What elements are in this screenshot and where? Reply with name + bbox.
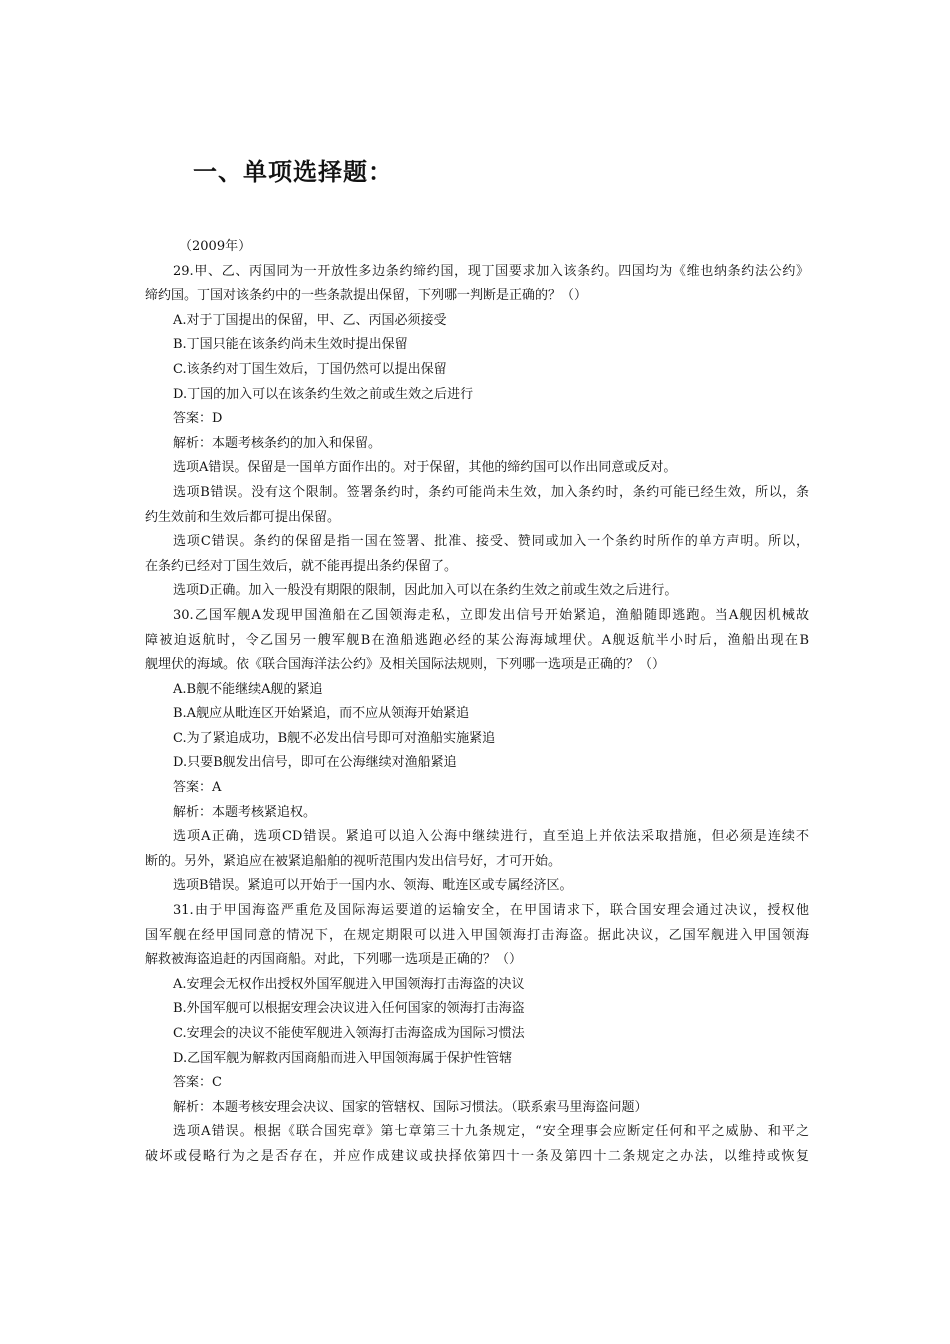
question-30-explanation-a: 选项A正确，选项CD错误。紧追可以追入公海中继续进行，直至追上并依法采取措施，但必须是连续不	[173, 829, 809, 845]
question-31-analysis: 解析：本题考核安理会决议、国家的管辖权、国际习惯法。（联系索马里海盗问题）	[173, 1099, 648, 1115]
question-29-explanation-a: 选项A错误。保留是一国单方面作出的。对于保留，其他的缔约国可以作出同意或反对。	[173, 460, 677, 476]
question-29-explanation-b-cont: 约生效前和生效后都可提出保留。	[145, 509, 341, 525]
question-29-stem-cont: 缔约国。丁国对该条约中的一些条款提出保留，下列哪一判断是正确的？（）	[145, 288, 588, 304]
question-30-option-d: D.只要B舰发出信号，即可在公海继续对渔船紧追	[173, 755, 457, 771]
question-30-stem-cont-1: 障被迫返航时，令乙国另一艘军舰B在渔船逃跑必经的某公海海域埋伏。A舰返航半小时后，渔船出现在B	[145, 632, 809, 648]
question-30-answer: 答案：A	[173, 780, 222, 796]
question-31-explanation-a-cont: 破坏或侵略行为之是否存在，并应作成建议或抉择依第四十一条及第四十二条规定之办法，以维持或恢复	[145, 1148, 809, 1164]
question-29-analysis: 解析：本题考核条约的加入和保留。	[173, 435, 382, 451]
question-29-explanation-c-cont: 在条约已经对丁国生效后，就不能再提出条约保留了。	[145, 558, 458, 574]
question-31-stem-cont-1: 国军舰在经甲国同意的情况下，在规定期限可以进入甲国领海打击海盗。据此决议，乙国军舰进入甲国领海	[145, 927, 809, 943]
question-31-stem-cont-2: 解救被海盗追赶的丙国商船。对此，下列哪一选项是正确的？（）	[145, 952, 523, 968]
question-30-stem-cont-2: 舰埋伏的海域。依《联合国海洋法公约》及相关国际法规则，下列哪一选项是正确的？（）	[145, 657, 666, 673]
question-31-option-d: D.乙国军舰为解救丙国商船而进入甲国领海属于保护性管辖	[173, 1050, 513, 1066]
question-29-option-a: A.对于丁国提出的保留，甲、乙、丙国必须接受	[173, 312, 447, 328]
question-29-option-d: D.丁国的加入可以在该条约生效之前或生效之后进行	[173, 386, 474, 402]
question-31-option-c: C.安理会的决议不能使军舰进入领海打击海盗成为国际习惯法	[173, 1026, 525, 1041]
question-29-answer: 答案：D	[173, 411, 223, 427]
question-29-explanation-c: 选项C错误。条约的保留是指一国在签署、批准、接受、赞同或加入一个条约时所作的单方声明。所以，	[173, 534, 809, 550]
section-title: 一、单项选择题：	[193, 158, 393, 186]
question-29-explanation-b: 选项B错误。没有这个限制。签署条约时，条约可能尚未生效，加入条约时，条约可能已经生效，所以，条	[173, 484, 809, 500]
question-29-option-c: C.该条约对丁国生效后，丁国仍然可以提出保留	[173, 361, 447, 377]
question-29-option-b: B.丁国只能在该条约尚未生效时提出保留	[173, 337, 408, 353]
question-30-explanation-b: 选项B错误。紧追可以开始于一国内水、领海、毗连区或专属经济区。	[173, 878, 573, 894]
question-30-option-b: B.A舰应从毗连区开始紧追，而不应从领海开始紧追	[173, 706, 470, 722]
question-30-option-c: C.为了紧追成功，B舰不必发出信号即可对渔船实施紧追	[173, 730, 496, 746]
question-31-option-a: A.安理会无权作出授权外国军舰进入甲国领海打击海盗的决议	[173, 976, 525, 992]
question-29-explanation-d: 选项D正确。加入一般没有期限的限制，因此加入可以在条约生效之前或生效之后进行。	[173, 583, 678, 599]
document-body	[145, 235, 809, 1170]
question-31-answer: 答案：C	[173, 1075, 222, 1091]
question-30-option-a: A.B舰不能继续A舰的紧追	[173, 681, 323, 697]
question-30-analysis: 解析：本题考核紧追权。	[173, 804, 317, 820]
question-30-explanation-a-cont: 断的。另外，紧追应在被紧追船舶的视听范围内发出信号好，才可开始。	[145, 853, 562, 869]
question-31-stem: 31.由于甲国海盗严重危及国际海运要道的运输安全，在甲国请求下，联合国安理会通过决议，授权他	[173, 903, 809, 919]
year-note: （2009年）	[179, 239, 252, 254]
question-31-option-b: B.外国军舰可以根据安理会决议进入任何国家的领海打击海盗	[173, 1001, 525, 1017]
question-31-explanation-a: 选项A错误。根据《联合国宪章》第七章第三十九条规定，“安全理事会应断定任何和平之威胁、和平之	[173, 1124, 809, 1140]
question-29-stem: 29.甲、乙、丙国同为一开放性多边条约缔约国，现丁国要求加入该条约。四国均为《维也纳条约法公约》	[173, 263, 809, 279]
question-30-stem: 30.乙国军舰A发现甲国渔船在乙国领海走私，立即发出信号开始紧追，渔船随即逃跑。当A舰因机械故	[173, 607, 809, 623]
